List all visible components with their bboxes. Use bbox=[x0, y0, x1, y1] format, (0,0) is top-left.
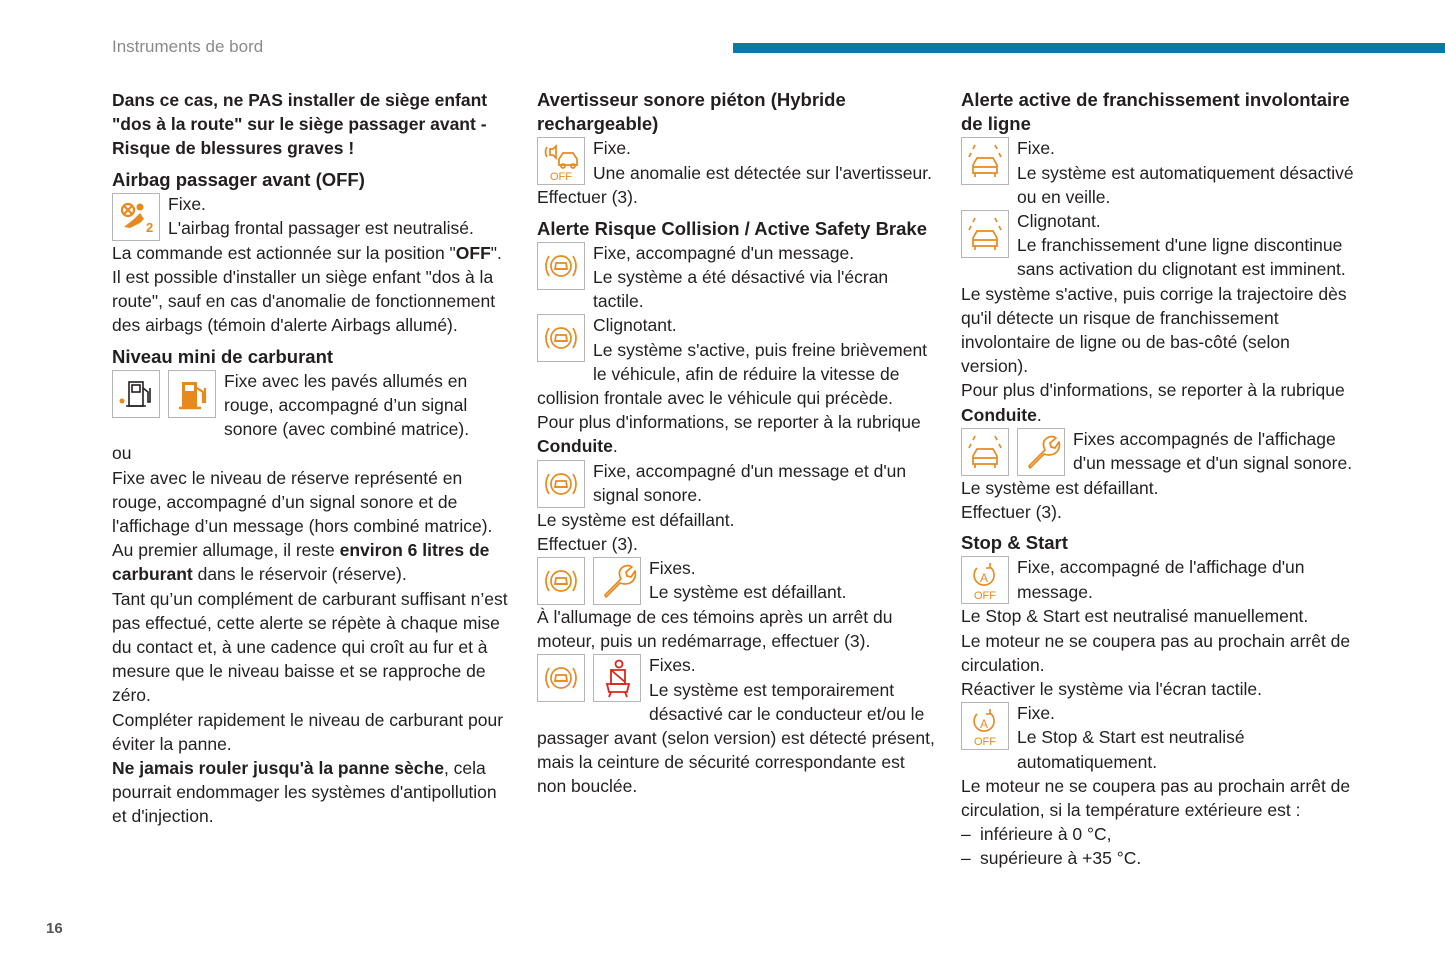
lane-b3-desc: Le système est défaillant. bbox=[961, 477, 1159, 498]
lane-b3-action: Effectuer (3). bbox=[961, 502, 1062, 523]
stopstart-b1-state: Fixe, accompagné de l'affichage d'un message. bbox=[1017, 557, 1305, 602]
stop-start-off-icon bbox=[961, 702, 1009, 750]
stopstart-b2-desc: Le Stop & Start est neutralisé automatiquement. bbox=[1017, 727, 1245, 772]
collision-alert-icon bbox=[537, 654, 585, 702]
collision-b1-desc: Le système a été désactivé via l'écran tactile. bbox=[593, 267, 889, 312]
seatbelt-warning-icon bbox=[593, 654, 641, 702]
fuel-or: ou bbox=[112, 443, 132, 464]
fuel-desc-2: Fixe avec le niveau de réserve représenté en rouge, accompagné d’un signal sonore et de l'affichage d’un message (hors combiné matrice). bbox=[112, 467, 493, 537]
pedestrian-state: Fixe. bbox=[593, 138, 631, 159]
pedestrian-action: Effectuer (3). bbox=[537, 187, 638, 208]
collision-b2-state: Clignotant. bbox=[593, 315, 677, 336]
collision-b4-state: Fixes. bbox=[649, 558, 696, 579]
section-title-airbag: Airbag passager avant (OFF) bbox=[112, 168, 365, 190]
collision-b5-state: Fixes. bbox=[649, 655, 696, 676]
lane-b2-info: Le système s'active, puis corrige la trajectoire dès qu'il détecte un risque de franchissement involontaire de ligne ou de bas-côté (selon version). bbox=[961, 283, 1347, 377]
collision-b2-ref: Pour plus d'informations, se reporter à la rubrique Conduite. bbox=[537, 412, 921, 457]
section-title-stop-start: Stop & Start bbox=[961, 532, 1068, 554]
stopstart-b1-desc: Le Stop & Start est neutralisé manuellement. bbox=[961, 606, 1309, 627]
fuel-desc-1: Fixe avec les pavés allumés en rouge, accompagné d’un signal sonore (avec combiné matrice). bbox=[224, 370, 470, 440]
lane-departure-icon bbox=[961, 137, 1009, 185]
stopstart-b1-info: Le moteur ne se coupera pas au prochain arrêt de circulation. bbox=[961, 630, 1351, 675]
pedestrian-horn-off-icon bbox=[537, 137, 585, 185]
list-item: – supérieure à +35 °C. bbox=[961, 848, 1142, 869]
fuel-desc-3: Au premier allumage, il reste environ 6 litres de carburant dans le réservoir (réserve). bbox=[112, 540, 490, 585]
airbag-info: Il est possible d'installer un siège enfant "dos à la route", sauf en cas d'anomalie de fonctionnement des airbags (témoin d'alerte Airbags allumé). bbox=[112, 267, 496, 336]
svg-text:A: A bbox=[979, 717, 989, 732]
section-title-pedestrian-horn: Avertisseur sonore piéton (Hybride rechargeable) bbox=[537, 89, 846, 135]
collision-b3-desc: Le système est défaillant. bbox=[537, 509, 735, 530]
collision-alert-icon bbox=[537, 242, 585, 290]
fuel-desc-6: Ne jamais rouler jusqu'à la panne sèche, cela pourrait endommager les systèmes d'antipollution et d'injection. bbox=[112, 758, 497, 827]
wrench-icon bbox=[1017, 428, 1065, 476]
lane-b1-desc: Le système est automatiquement désactivé ou en veille. bbox=[1017, 162, 1354, 207]
section-title-fuel: Niveau mini de carburant bbox=[112, 345, 334, 367]
lane-b2-ref: Pour plus d'informations, se reporter à la rubrique Conduite. bbox=[961, 380, 1345, 425]
svg-text:OFF: OFF bbox=[974, 590, 996, 601]
fuel-pump-outline-icon bbox=[112, 370, 160, 418]
pedestrian-desc: Une anomalie est détectée sur l'avertisseur. bbox=[593, 162, 932, 183]
lane-departure-icon bbox=[961, 428, 1009, 476]
collision-alert-icon bbox=[537, 314, 585, 362]
list-item: – inférieure à 0 °C, bbox=[961, 824, 1112, 845]
stop-start-off-icon bbox=[961, 556, 1009, 604]
collision-alert-icon bbox=[537, 460, 585, 508]
lane-b3-state: Fixes accompagnés de l'affichage d'un message et d'un signal sonore. bbox=[1073, 428, 1353, 474]
fuel-pump-filled-icon bbox=[168, 370, 216, 418]
stopstart-b2-info: Le moteur ne se coupera pas au prochain arrêt de circulation, si la température extérieure est : bbox=[961, 775, 1351, 821]
header-accent-bar bbox=[733, 43, 1445, 53]
column-3 bbox=[961, 88, 1361, 871]
child-seat-warning: Dans ce cas, ne PAS installer de siège enfant "dos à la route" sur le siège passager avant - Risque de blessures graves ! bbox=[112, 90, 488, 159]
fuel-desc-5: Compléter rapidement le niveau de carburant pour éviter la panne. bbox=[112, 709, 504, 754]
collision-b4-desc: Le système est défaillant. bbox=[649, 582, 847, 603]
collision-b1-state: Fixe, accompagné d'un message. bbox=[593, 242, 855, 263]
stopstart-b2-state: Fixe. bbox=[1017, 703, 1055, 724]
column-1 bbox=[112, 88, 510, 829]
collision-b4-info: À l'allumage de ces témoins après un arrêt du moteur, puis un redémarrage, effectuer (3). bbox=[537, 607, 893, 652]
wrench-icon bbox=[593, 557, 641, 605]
collision-b5-desc: Le système est temporairement désactivé car le conducteur et/ou le passager avant (selon version) est détecté présent, mais la ceinture de sécurité correspondante est non bouclée. bbox=[537, 679, 935, 797]
page-number: 16 bbox=[46, 920, 63, 937]
svg-text:A: A bbox=[979, 571, 989, 586]
lane-b1-state: Fixe. bbox=[1017, 138, 1055, 159]
svg-text:OFF: OFF bbox=[974, 736, 996, 747]
collision-alert-icon bbox=[537, 557, 585, 605]
lane-departure-icon bbox=[961, 210, 1009, 258]
section-title-lane-departure: Alerte active de franchissement involontaire de ligne bbox=[961, 89, 1350, 135]
svg-text:2: 2 bbox=[146, 219, 154, 235]
collision-b3-action: Effectuer (3). bbox=[537, 533, 638, 554]
collision-b2-desc: Le système s'active, puis freine brièvement le véhicule, afin de réduire la vitesse de collision frontale avec le véhicule qui précède. bbox=[537, 339, 928, 409]
column-2 bbox=[537, 88, 937, 799]
section-title-collision: Alerte Risque Collision / Active Safety Brake bbox=[537, 217, 927, 239]
airbag-off-icon bbox=[112, 193, 160, 241]
airbag-desc: L'airbag frontal passager est neutralisé. bbox=[168, 218, 474, 239]
lane-b2-state: Clignotant. bbox=[1017, 211, 1101, 232]
airbag-command: La commande est actionnée sur la position "OFF". bbox=[112, 242, 502, 263]
running-header: Instruments de bord bbox=[112, 37, 264, 56]
fuel-desc-4: Tant qu’un complément de carburant suffisant n’est pas effectué, cette alerte se répète à chaque mise du contact et, à une cadence qui croît au fur et à mesure que le niveau baisse et se rapproche de zéro. bbox=[112, 588, 508, 706]
stopstart-b1-action: Réactiver le système via l'écran tactile. bbox=[961, 679, 1262, 700]
airbag-state: Fixe. bbox=[168, 193, 206, 214]
lane-b2-desc: Le franchissement d'une ligne discontinue sans activation du clignotant est imminent. bbox=[1017, 235, 1346, 280]
svg-text:OFF: OFF bbox=[550, 171, 572, 182]
collision-b3-state: Fixe, accompagné d'un message et d'un signal sonore. bbox=[593, 460, 907, 505]
